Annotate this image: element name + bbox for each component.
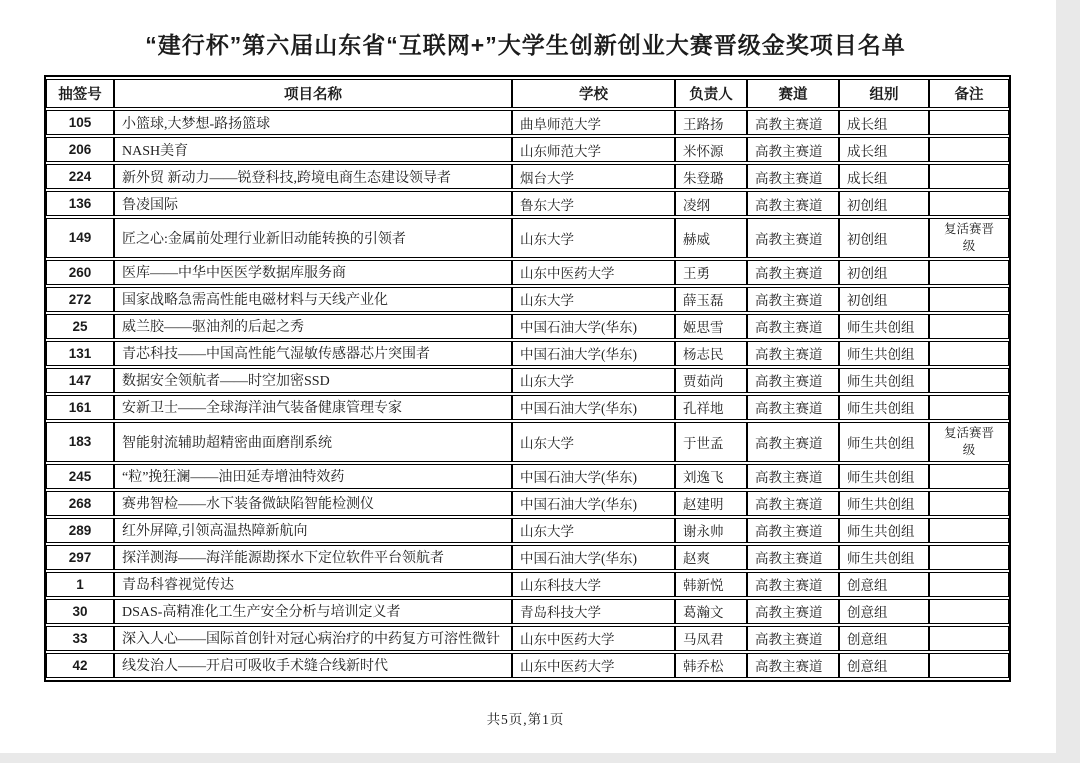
row-remark <box>929 626 1009 651</box>
row-project-name: 新外贸 新动力——锐登科技,跨境电商生态建设领导者 <box>114 164 512 189</box>
row-lottery-number: 289 <box>46 518 114 543</box>
row-leader: 韩新悦 <box>675 572 747 597</box>
row-group: 初创组 <box>839 191 929 216</box>
column-header-remark: 备注 <box>929 79 1009 108</box>
table-header <box>46 79 1009 108</box>
row-group: 初创组 <box>839 218 929 258</box>
table-row <box>46 518 1009 543</box>
row-group: 师生共创组 <box>839 395 929 420</box>
table-row <box>46 341 1009 366</box>
scan-edge-right <box>1056 0 1080 763</box>
row-remark <box>929 599 1009 624</box>
row-project-name: 探洋测海——海洋能源勘探水下定位软件平台领航者 <box>114 545 512 570</box>
row-group: 成长组 <box>839 110 929 135</box>
row-project-name: 红外屏障,引领高温热障新航向 <box>114 518 512 543</box>
table-row <box>46 314 1009 339</box>
row-lottery-number: 206 <box>46 137 114 162</box>
row-leader: 贾茹尚 <box>675 368 747 393</box>
row-project-name: NASH美育 <box>114 137 512 162</box>
row-group: 师生共创组 <box>839 464 929 489</box>
row-school: 中国石油大学(华东) <box>512 545 675 570</box>
row-track: 高教主赛道 <box>747 545 839 570</box>
row-track: 高教主赛道 <box>747 626 839 651</box>
row-lottery-number: 105 <box>46 110 114 135</box>
column-header-leader: 负责人 <box>675 79 747 108</box>
row-school: 中国石油大学(华东) <box>512 341 675 366</box>
row-track: 高教主赛道 <box>747 287 839 312</box>
row-leader: 韩乔松 <box>675 653 747 678</box>
table-row <box>46 191 1009 216</box>
row-leader: 杨志民 <box>675 341 747 366</box>
column-header-track: 赛道 <box>747 79 839 108</box>
row-track: 高教主赛道 <box>747 341 839 366</box>
table-row <box>46 572 1009 597</box>
row-track: 高教主赛道 <box>747 164 839 189</box>
row-school: 山东大学 <box>512 218 675 258</box>
row-project-name: 国家战略急需高性能电磁材料与天线产业化 <box>114 287 512 312</box>
table-row <box>46 368 1009 393</box>
row-leader: 于世孟 <box>675 422 747 462</box>
row-track: 高教主赛道 <box>747 464 839 489</box>
table-row <box>46 653 1009 678</box>
table-row <box>46 260 1009 285</box>
row-track: 高教主赛道 <box>747 572 839 597</box>
row-project-name: 安新卫士——全球海洋油气装备健康管理专家 <box>114 395 512 420</box>
row-leader: 王路扬 <box>675 110 747 135</box>
row-leader: 王勇 <box>675 260 747 285</box>
table-row <box>46 491 1009 516</box>
row-project-name: 赛弗智检——水下装备微缺陷智能检测仪 <box>114 491 512 516</box>
row-project-name: 鲁凌国际 <box>114 191 512 216</box>
row-remark <box>929 287 1009 312</box>
page-title: “建行杯”第六届山东省“互联网+”大学生创新创业大赛晋级金奖项目名单 <box>145 32 906 58</box>
row-project-name: 威兰胶——驱油剂的后起之秀 <box>114 314 512 339</box>
row-leader: 赫威 <box>675 218 747 258</box>
row-remark: 复活赛晋级 <box>929 422 1009 462</box>
row-lottery-number: 1 <box>46 572 114 597</box>
row-school: 山东中医药大学 <box>512 626 675 651</box>
row-track: 高教主赛道 <box>747 110 839 135</box>
row-school: 山东大学 <box>512 422 675 462</box>
row-project-name: 匠之心:金属前处理行业新旧动能转换的引领者 <box>114 218 512 258</box>
row-leader: 谢永帅 <box>675 518 747 543</box>
row-leader: 薛玉磊 <box>675 287 747 312</box>
row-project-name: 青岛科睿视觉传达 <box>114 572 512 597</box>
row-leader: 葛瀚文 <box>675 599 747 624</box>
row-leader: 姬思雪 <box>675 314 747 339</box>
row-group: 初创组 <box>839 260 929 285</box>
row-track: 高教主赛道 <box>747 518 839 543</box>
document-content <box>44 0 1007 728</box>
row-project-name: DSAS-高精准化工生产安全分析与培训定义者 <box>114 599 512 624</box>
row-group: 师生共创组 <box>839 422 929 462</box>
row-group: 师生共创组 <box>839 518 929 543</box>
table-row <box>46 137 1009 162</box>
table-row <box>46 287 1009 312</box>
row-track: 高教主赛道 <box>747 491 839 516</box>
row-school: 鲁东大学 <box>512 191 675 216</box>
row-track: 高教主赛道 <box>747 395 839 420</box>
table-body <box>46 110 1009 678</box>
row-leader: 孔祥地 <box>675 395 747 420</box>
row-leader: 赵爽 <box>675 545 747 570</box>
row-remark <box>929 110 1009 135</box>
row-lottery-number: 42 <box>46 653 114 678</box>
row-lottery-number: 297 <box>46 545 114 570</box>
row-remark <box>929 545 1009 570</box>
table-row <box>46 545 1009 570</box>
row-school: 山东中医药大学 <box>512 653 675 678</box>
row-group: 师生共创组 <box>839 314 929 339</box>
row-track: 高教主赛道 <box>747 368 839 393</box>
row-group: 创意组 <box>839 572 929 597</box>
row-project-name: 小篮球,大梦想-路扬篮球 <box>114 110 512 135</box>
row-group: 师生共创组 <box>839 368 929 393</box>
row-group: 师生共创组 <box>839 341 929 366</box>
table-row <box>46 164 1009 189</box>
row-lottery-number: 149 <box>46 218 114 258</box>
row-school: 山东大学 <box>512 368 675 393</box>
row-school: 山东大学 <box>512 518 675 543</box>
row-leader: 马凤君 <box>675 626 747 651</box>
row-remark <box>929 653 1009 678</box>
row-leader: 凌纲 <box>675 191 747 216</box>
row-group: 成长组 <box>839 137 929 162</box>
row-track: 高教主赛道 <box>747 137 839 162</box>
row-group: 创意组 <box>839 626 929 651</box>
row-project-name: 深入人心——国际首创针对冠心病治疗的中药复方可溶性微针 <box>114 626 512 651</box>
row-school: 山东中医药大学 <box>512 260 675 285</box>
row-remark: 复活赛晋级 <box>929 218 1009 258</box>
row-leader: 朱登璐 <box>675 164 747 189</box>
row-remark <box>929 260 1009 285</box>
row-remark <box>929 137 1009 162</box>
row-school: 山东科技大学 <box>512 572 675 597</box>
row-lottery-number: 272 <box>46 287 114 312</box>
row-track: 高教主赛道 <box>747 422 839 462</box>
row-lottery-number: 260 <box>46 260 114 285</box>
table-row <box>46 599 1009 624</box>
row-lottery-number: 161 <box>46 395 114 420</box>
header-row <box>46 79 1009 108</box>
column-header-school: 学校 <box>512 79 675 108</box>
row-remark <box>929 491 1009 516</box>
row-school: 山东大学 <box>512 287 675 312</box>
row-track: 高教主赛道 <box>747 599 839 624</box>
row-remark <box>929 191 1009 216</box>
row-remark <box>929 395 1009 420</box>
table-row <box>46 218 1009 258</box>
row-remark <box>929 518 1009 543</box>
row-track: 高教主赛道 <box>747 653 839 678</box>
row-track: 高教主赛道 <box>747 191 839 216</box>
row-school: 山东师范大学 <box>512 137 675 162</box>
column-header-group: 组别 <box>839 79 929 108</box>
row-lottery-number: 147 <box>46 368 114 393</box>
row-remark <box>929 368 1009 393</box>
row-remark <box>929 164 1009 189</box>
row-remark <box>929 314 1009 339</box>
award-projects-table <box>44 75 1011 682</box>
row-lottery-number: 268 <box>46 491 114 516</box>
row-school: 中国石油大学(华东) <box>512 491 675 516</box>
row-school: 中国石油大学(华东) <box>512 314 675 339</box>
row-lottery-number: 30 <box>46 599 114 624</box>
page-number-info: 共5页,第1页 <box>486 711 565 727</box>
row-group: 成长组 <box>839 164 929 189</box>
row-lottery-number: 183 <box>46 422 114 462</box>
row-school: 青岛科技大学 <box>512 599 675 624</box>
row-lottery-number: 131 <box>46 341 114 366</box>
row-remark <box>929 464 1009 489</box>
row-lottery-number: 25 <box>46 314 114 339</box>
row-project-name: 数据安全领航者——时空加密SSD <box>114 368 512 393</box>
scan-edge-bottom <box>0 753 1080 763</box>
row-school: 中国石油大学(华东) <box>512 464 675 489</box>
row-remark <box>929 572 1009 597</box>
row-school: 曲阜师范大学 <box>512 110 675 135</box>
row-leader: 刘逸飞 <box>675 464 747 489</box>
row-lottery-number: 224 <box>46 164 114 189</box>
row-remark <box>929 341 1009 366</box>
row-track: 高教主赛道 <box>747 314 839 339</box>
row-project-name: 青芯科技——中国高性能气湿敏传感器芯片突围者 <box>114 341 512 366</box>
row-track: 高教主赛道 <box>747 260 839 285</box>
row-leader: 米怀源 <box>675 137 747 162</box>
row-project-name: 线发治人——开启可吸收手术缝合线新时代 <box>114 653 512 678</box>
table-row <box>46 626 1009 651</box>
row-group: 师生共创组 <box>839 491 929 516</box>
column-header-project-name: 项目名称 <box>114 79 512 108</box>
row-lottery-number: 136 <box>46 191 114 216</box>
column-header-lottery-number: 抽签号 <box>46 79 114 108</box>
row-project-name: 智能射流辅助超精密曲面磨削系统 <box>114 422 512 462</box>
table-row <box>46 110 1009 135</box>
row-lottery-number: 33 <box>46 626 114 651</box>
row-lottery-number: 245 <box>46 464 114 489</box>
table-row <box>46 464 1009 489</box>
table-row <box>46 422 1009 462</box>
row-school: 中国石油大学(华东) <box>512 395 675 420</box>
row-group: 创意组 <box>839 599 929 624</box>
row-group: 师生共创组 <box>839 545 929 570</box>
row-project-name: 医库——中华中医医学数据库服务商 <box>114 260 512 285</box>
row-leader: 赵建明 <box>675 491 747 516</box>
row-project-name: “粒”挽狂澜——油田延寿增油特效药 <box>114 464 512 489</box>
row-track: 高教主赛道 <box>747 218 839 258</box>
row-school: 烟台大学 <box>512 164 675 189</box>
row-group: 初创组 <box>839 287 929 312</box>
table-row <box>46 395 1009 420</box>
row-group: 创意组 <box>839 653 929 678</box>
